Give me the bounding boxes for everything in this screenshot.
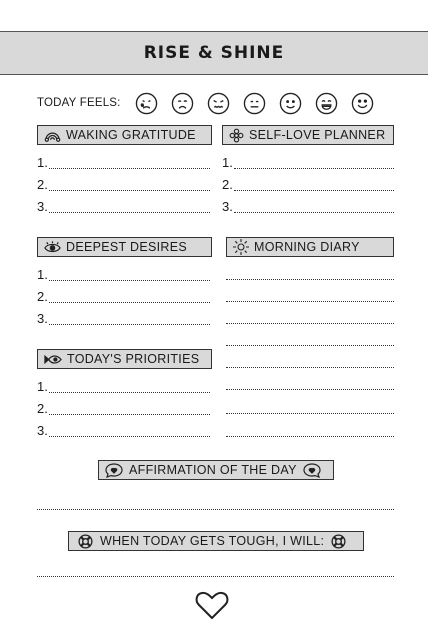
speech-heart-icon xyxy=(303,463,321,478)
priorities-line-3[interactable]: 3. xyxy=(37,423,210,437)
speech-heart-icon xyxy=(105,463,123,478)
gratitude-line-1[interactable]: 1. xyxy=(37,155,210,169)
morning-diary-header xyxy=(226,237,394,257)
smiling-face-icon[interactable] xyxy=(279,92,302,115)
gratitude-line-3[interactable]: 3. xyxy=(37,199,210,213)
self-love-line-3[interactable]: 3. xyxy=(222,199,394,213)
eye-icon xyxy=(44,241,61,254)
today-feels-label: TODAY FEELS: xyxy=(37,97,121,109)
sun-icon xyxy=(233,239,249,255)
diary-line-3[interactable] xyxy=(226,323,394,324)
rainbow-icon xyxy=(44,129,61,142)
happy-face-icon[interactable] xyxy=(351,92,374,115)
morning-diary-title: MORNING DIARY xyxy=(254,240,360,254)
page-title: RISE & SHINE xyxy=(143,43,285,63)
waking-gratitude-header xyxy=(37,125,212,145)
todays-priorities-header xyxy=(37,349,212,369)
flower-icon xyxy=(229,128,244,143)
desires-line-3[interactable]: 3. xyxy=(37,311,210,325)
deepest-desires-title: DEEPEST DESIRES xyxy=(66,240,187,254)
worried-face-icon[interactable] xyxy=(207,92,230,115)
tough-header xyxy=(68,531,364,551)
deepest-desires-header xyxy=(37,237,212,257)
heart-icon xyxy=(195,590,229,620)
lifebuoy-icon xyxy=(78,534,93,549)
self-love-line-1[interactable]: 1. xyxy=(222,155,394,169)
page-header xyxy=(0,31,428,75)
tough-title: WHEN TODAY GETS TOUGH, I WILL: xyxy=(100,534,325,548)
self-love-planner-title: SELF-LOVE PLANNER xyxy=(249,128,386,142)
diary-line-1[interactable] xyxy=(226,279,394,280)
diary-line-8[interactable] xyxy=(226,436,394,437)
diary-line-6[interactable] xyxy=(226,389,394,390)
crying-face-icon[interactable] xyxy=(135,92,158,115)
waking-gratitude-title: WAKING GRATITUDE xyxy=(66,128,196,142)
diary-line-7[interactable] xyxy=(226,413,394,414)
affirmation-title: AFFIRMATION OF THE DAY xyxy=(129,463,297,477)
affirmation-header xyxy=(98,460,334,480)
grinning-face-icon[interactable] xyxy=(315,92,338,115)
priorities-line-1[interactable]: 1. xyxy=(37,379,210,393)
diary-line-2[interactable] xyxy=(226,301,394,302)
self-love-line-2[interactable]: 2. xyxy=(222,177,394,191)
diary-line-5[interactable] xyxy=(226,367,394,368)
desires-line-2[interactable]: 2. xyxy=(37,289,210,303)
priorities-line-2[interactable]: 2. xyxy=(37,401,210,415)
gratitude-line-2[interactable]: 2. xyxy=(37,177,210,191)
diary-line-4[interactable] xyxy=(226,345,394,346)
desires-line-1[interactable]: 1. xyxy=(37,267,210,281)
lifebuoy-icon xyxy=(331,534,346,549)
todays-priorities-title: TODAY'S PRIORITIES xyxy=(67,352,200,366)
mood-faces xyxy=(135,92,374,115)
affirmation-line[interactable] xyxy=(37,509,394,510)
rocket-icon xyxy=(44,353,62,366)
sad-face-icon[interactable] xyxy=(171,92,194,115)
today-feels-row xyxy=(37,92,374,114)
neutral-face-icon[interactable] xyxy=(243,92,266,115)
tough-line[interactable] xyxy=(37,576,394,577)
self-love-planner-header xyxy=(222,125,394,145)
